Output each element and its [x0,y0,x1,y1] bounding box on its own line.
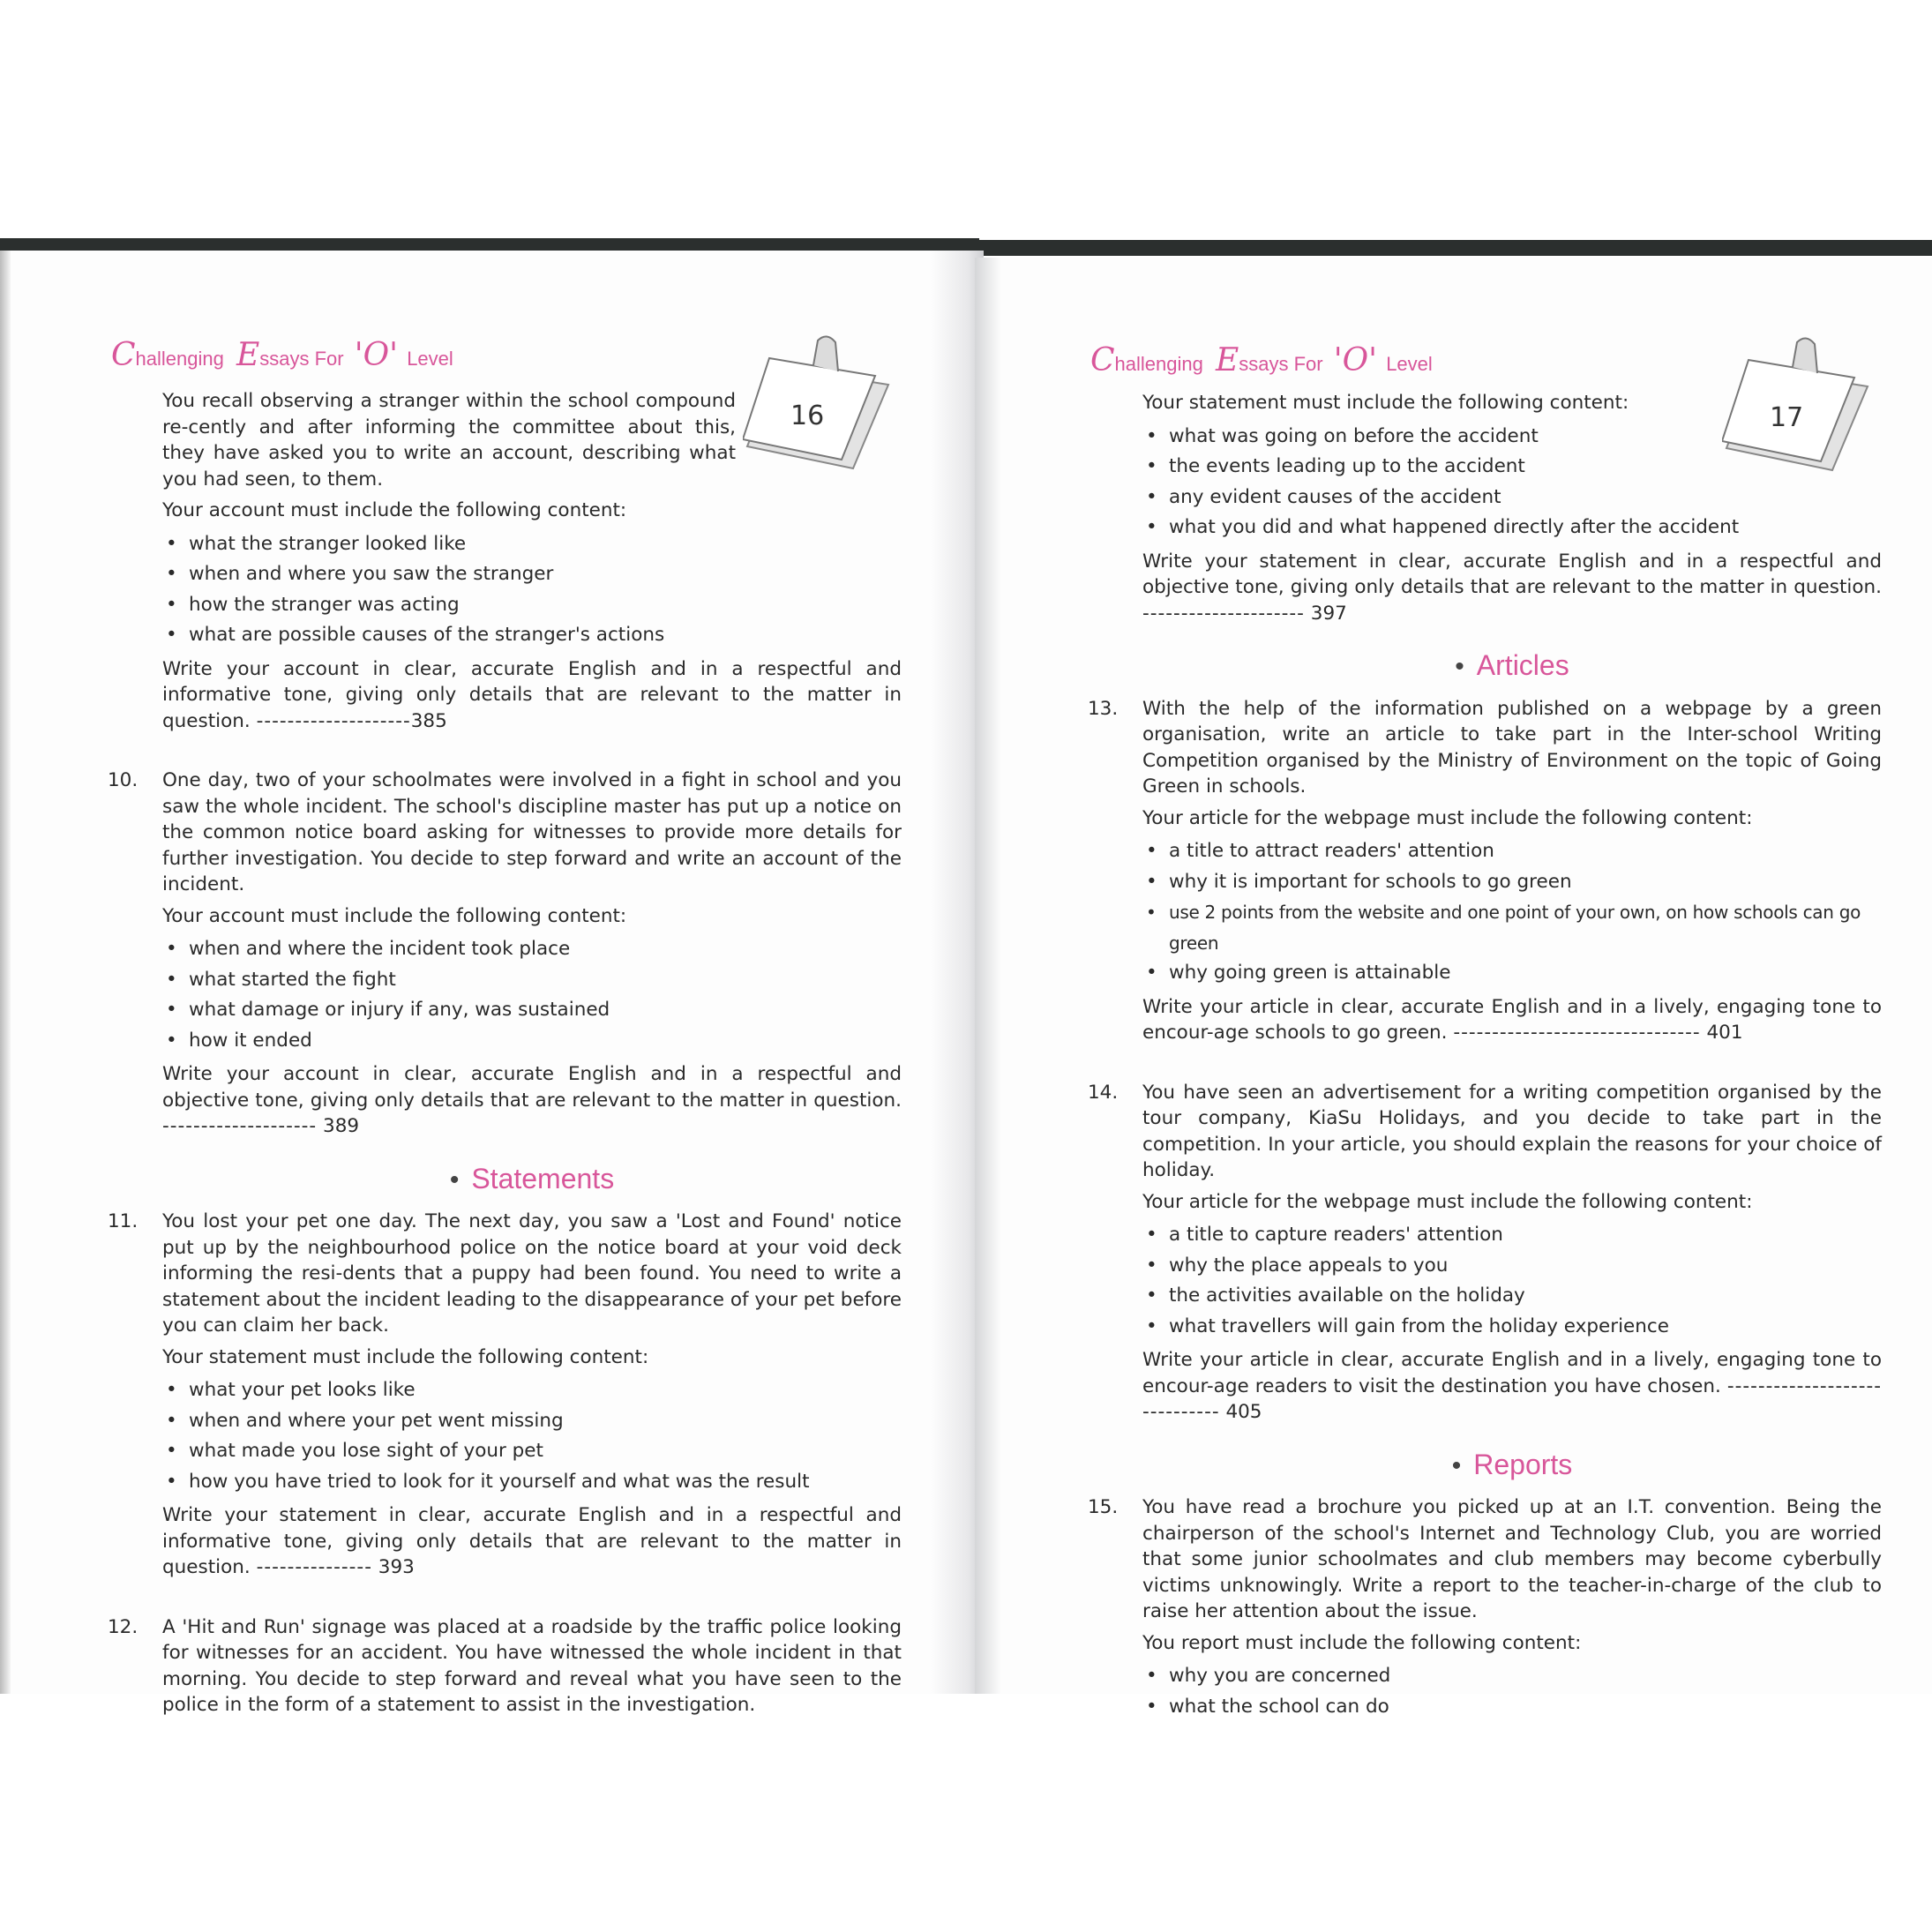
list-item: • when and where your pet went missing [166,1409,564,1432]
question-12: 12. A 'Hit and Run' signage was placed at a roadside by the traffic police looking for witnesses for an accident. You have witnessed the whole incident in that morning. You decide to step forward and reveal what you have seen to the police in the form of a statement to assist in the investigation. [162,1614,902,1719]
page-number-17: 17 [1770,402,1804,433]
content-label: You report must include the following content: [1142,1631,1582,1654]
question-11: 11. You lost your pet one day. The next day, you saw a 'Lost and Found' notice put up by the neighbourhood police on the notice board at your void deck informing the resi-dents that a puppy had been found. You need to write a statement about the incident leading to the disappearance of your pet before you can claim her back. Your statement must include the following content: • what your pet looks like • when and where your pet went missing • what made you lose sight of your pet • how you have tried to look for it yourself and what was the result Write your statement in clear, accurate English and in a respectful and informative tone, giving only details that are relevant to the matter in question. --------------- 393 [162,1209,902,1581]
bullet-list [1142,1661,1882,1722]
bullet-list [1142,422,1882,543]
list-item: • what damage or injury if any, was sustained [166,999,610,1021]
list-item: • a title to attract readers' attention [1146,840,1494,862]
list-item: • any evident causes of the accident [1146,485,1501,508]
list-item: • when and where the incident took place [166,938,571,960]
content-label: Your statement must include the following content: [162,1345,649,1368]
content-label: Your account must include the following content: [162,499,627,521]
list-item: • what made you lose sight of your pet [166,1440,543,1462]
background-edge-right [975,240,1932,256]
list-item: • what you did and what happened directly after the accident [1146,516,1740,538]
list-item: • what your pet looks like [166,1379,416,1401]
list-item: • why going green is attainable [1146,962,1451,984]
list-item: • what the stranger looked like [166,532,467,555]
question-13: 13. With the help of the information published on a webpage by a green organisation, write an article to take part in the Inter-school Writing Competition organised by the Ministry of Environment on the topic of Going Green in schools. Your article for the webpage must include the following content: • a title to attract readers' attention • why it is important for schools to go green • use 2 points from the website and one point of your own, on how schools can go green • why going green is attainable Write your article in clear, accurate English and in a lively, engaging tone to encour-age schools to go green. -------------------------------- 401 [1142,696,1882,1046]
closing-instruction: Write your statement in clear, accurate English and in a respectful and informative tone, giving only details that are relevant to the matter in question. --------------- 393 [162,1504,902,1578]
closing-instruction: Write your article in clear, accurate English and in a lively, engaging tone to encour-age schools to go green. -------------------------------- 401 [1142,995,1882,1044]
list-item: • what was going on before the accident [1146,424,1539,447]
closing-instruction: Write your account in clear, accurate English and in a respectful and informative tone, giving only details that are relevant to the matter in question. --------------------385 [162,657,902,732]
question-text: One day, two of your schoolmates were involved in a fight in school and you saw the whole incident. The school's discipline master has put up a notice on the common notice board asking for witnesses to provide more details for further investigation. You decide to step forward and write an account of the incident. [162,769,902,895]
closing-instruction: Write your account in clear, accurate English and in a respectful and objective tone, giving only details that are relevant to the matter in question. -------------------- 389 [162,1063,902,1137]
section-heading-statements: • Statements [449,1162,615,1194]
list-item: • the activities available on the holiday [1146,1284,1525,1307]
background-edge-left [0,238,979,251]
list-item: • how the stranger was acting [166,593,460,616]
list-item: • use 2 points from the website and one point of your own, on how schools can go green [1146,902,1861,954]
intro-paragraph: You recall observing a stranger within the school compound re-cently and after informing the committee about this, they have asked you to write an account, describing what you had seen, to them. [162,390,736,490]
list-item: • a title to capture readers' attention [1146,1224,1503,1246]
running-header-left: Challenging Essays For 'O' Level [111,337,453,373]
list-item: • what are possible causes of the stranger's actions [166,624,665,646]
content-label: Your article for the webpage must include the following content: [1142,1190,1753,1213]
bullet-list [162,934,902,1056]
bullet-list [1142,836,1882,989]
running-header-right: Challenging Essays For 'O' Level [1090,342,1433,378]
list-item: • why it is important for schools to go green [1146,870,1572,893]
content-label: Your statement must include the following content: [1142,392,1629,414]
section-heading-articles: • Articles [1455,649,1569,681]
question-10: 10. One day, two of your schoolmates were involved in a fight in school and you saw the whole incident. The school's discipline master has put up a notice on the common notice board asking for witnesses to provide more details for further investigation. You decide to step forward and write an account of the incident. Your account must include the following content: • when and where the incident took place • what started the fight • what damage or injury if any, was sustained • how it ended Write your account in clear, accurate English and in a respectful and objective tone, giving only details that are relevant to the matter in question. -------------------- 389 [162,768,902,1140]
question-text: You have seen an advertisement for a writing competition organised by the tour company, KiaSu Holidays, and you decide to take part in the competition. In your article, you should explain the reasons for your choice of holiday. [1142,1081,1882,1181]
list-item: • how it ended [166,1029,312,1052]
section-heading-reports: • Reports [1451,1448,1573,1480]
list-item: • why the place appeals to you [1146,1254,1449,1277]
book-spine-shadow-right [975,258,1001,1694]
list-item: • what the school can do [1146,1695,1389,1718]
page-number-16: 16 [790,401,825,431]
closing-instruction: Write your statement in clear, accurate English and in a respectful and objective tone, giving only details that are relevant to the matter in question. --------------------- 397 [1142,550,1882,625]
question-15: 15. You have read a brochure you picked up at an I.T. convention. Being the chairperson of the school's Internet and Technology Club, you are worried that some junior schoolmates and club members may become cyberbully victims unknowingly. Write a report to the teacher-in-charge of the club to raise her attention about the issue. You report must include the following content: • why you are concerned • what the school can do [1142,1494,1882,1722]
bullet-list [162,1375,902,1497]
left-column [108,388,902,1719]
question-14: 14. You have seen an advertisement for a writing competition organised by the tour company, KiaSu Holidays, and you decide to take part in the competition. In your article, you should explain the reasons for your choice of holiday. Your article for the webpage must include the following content: • a title to capture readers' attention • why the place appeals to you • the activities available on the holiday • what travellers will gain from the holiday experience Write your article in clear, accurate English and in a lively, engaging tone to encour-age readers to visit the destination you have chosen. ------------------------------ 405 [1142,1080,1882,1426]
list-item: • what travellers will gain from the holiday experience [1146,1314,1669,1337]
list-item: • when and where you saw the stranger [166,563,554,585]
content-label: Your article for the webpage must include the following content: [1142,806,1753,829]
content-label: Your account must include the following content: [162,904,627,927]
closing-instruction: Write your article in clear, accurate English and in a lively, engaging tone to encour-age readers to visit the destination you have chosen. ------------------------------ 405 [1142,1349,1882,1423]
question-text: With the help of the information published on a webpage by a green organisation, write an article to take part in the Inter-school Writing Competition organised by the Ministry of Environment on the topic of Going Green in schools. [1142,697,1882,798]
left-page-edge [0,251,11,1694]
list-item: • what started the fight [166,968,396,991]
question-text: You lost your pet one day. The next day, you saw a 'Lost and Found' notice put up by the neighbourhood police on the notice board at your void deck informing the resi-dents that a puppy had been found. You need to write a statement about the incident leading to the disappearance of your pet before you can claim her back. [162,1210,902,1337]
bullet-list [1142,1220,1882,1342]
bullet-list [162,529,902,651]
question-text: You have read a brochure you picked up at an I.T. convention. Being the chairperson of the school's Internet and Technology Club, you are worried that some junior schoolmates and club members may become cyberbully victims unknowingly. Write a report to the teacher-in-charge of the club to raise her attention about the issue. [1142,1496,1882,1622]
list-item: • the events leading up to the accident [1146,455,1525,477]
list-item: • why you are concerned [1146,1665,1391,1687]
right-column [1088,390,1882,1727]
question-text: A 'Hit and Run' signage was placed at a roadside by the traffic police looking for witnesses for an accident. You have witnessed the whole incident in that morning. You decide to step forward and reveal what you have seen to the police in the form of a statement to assist in the investigation. [162,1615,902,1716]
list-item: • how you have tried to look for it yourself and what was the result [166,1470,810,1493]
